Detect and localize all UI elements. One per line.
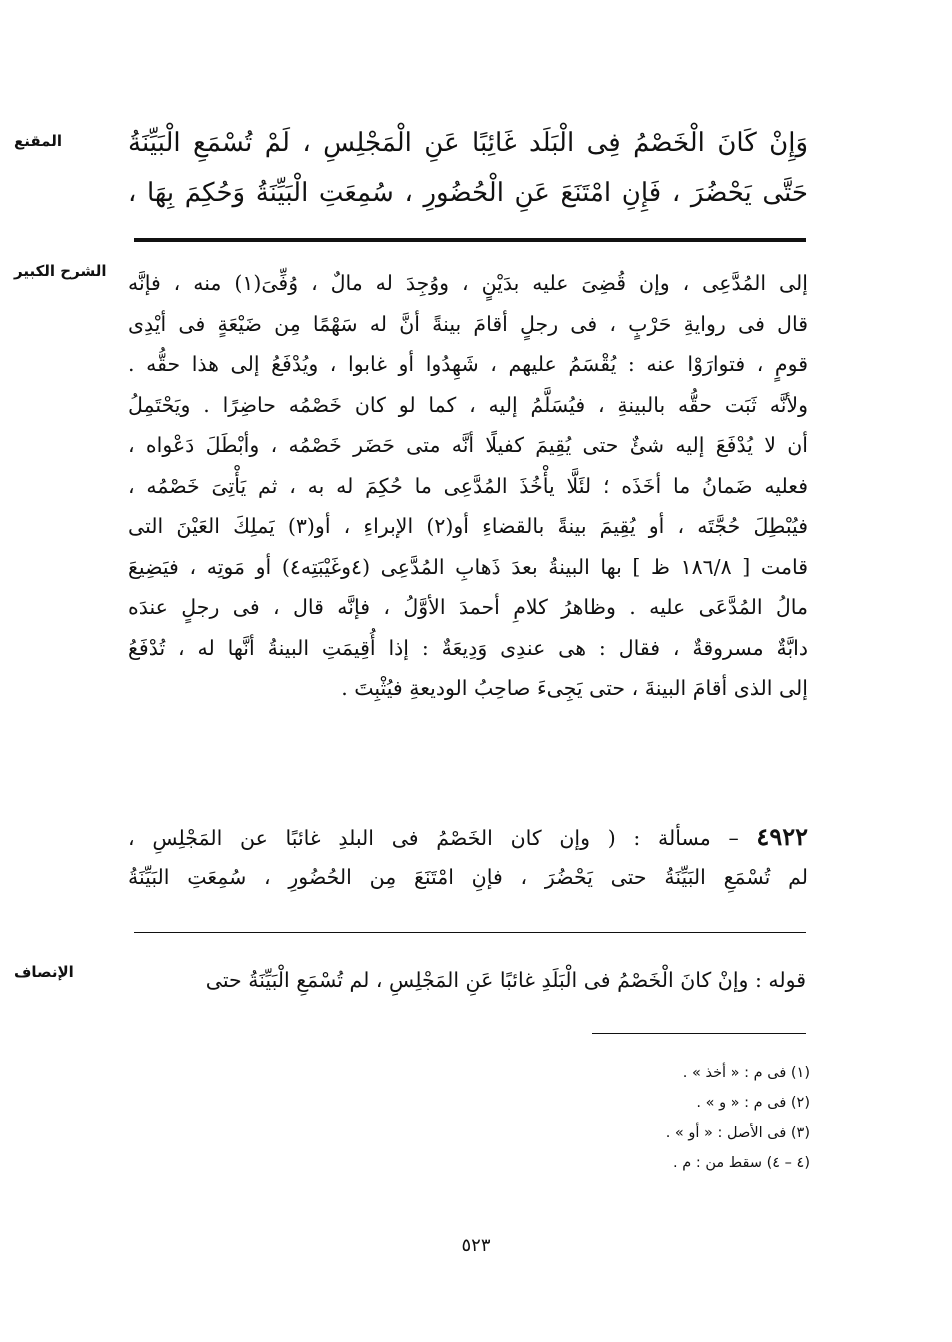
masala-block (128, 817, 808, 897)
masala-heading-line (128, 817, 808, 857)
footnote: (٤ – ٤) سقط من : م . (673, 1155, 810, 1171)
footnotes (666, 1058, 810, 1178)
section-label-insaf: الإنصاف (14, 963, 74, 981)
sharh-line: مالُ المُدَّعَى عليه . وظاهرُ كلامِ أحمدَ الأوَّلُ ، فإنَّه قال ، فى رجلٍ عندَه (128, 595, 808, 619)
masala-text: – مسألة : ( وإن كان الخَصْمُ فى البلدِ غائبًا عن المَجْلِسِ ، (128, 826, 739, 850)
sharh-line: إلى المُدَّعِى ، وإن قُضِىَ عليه بدَيْنٍ ، ووُجِدَ له مالٌ ، وُفِّىَ(١) منه ، فإنَّه (128, 271, 808, 295)
sharh-line: إلى الذى أقامَ البينةَ ، حتى يَجِىءَ صاحِبُ الوديعةِ فيُثْبِتَ . (341, 676, 808, 700)
section-divider (134, 238, 806, 242)
footnote: (٢) فى م : « و » . (696, 1095, 810, 1111)
sharh-line: قامت [ ١٨٦/٨ ظ ] بها البينةُ بعدَ ذَهابِ المُدَّعِى (٤وغَيْبَتِه٤) أو مَوتِه ، فيَضِيعَ (128, 554, 809, 579)
sharh-line: دابَّةٌ مسروقةٌ ، فقال : هى عندِى وَدِيعَةٌ : إذا أُقِيمَتِ البينةُ أنَّها له ، تُدْفَعُ (128, 635, 808, 660)
sharh-line: فعليه ضَمانُ ما أخَذَه ؛ لئَلَّا يأْخُذَ المُدَّعِى ما حُكِمَ له به ، ثم يَأْتِىَ خَصْمُه ، (128, 473, 808, 498)
insaf-line: قوله : وإنْ كانَ الْخَصْمُ فى الْبَلَدِ غائبًا عَنِ المَجْلِسِ ، لم تُسْمَعِ الْبَيِّنَةُ حتى (205, 968, 806, 992)
sharh-line: فيُبْطِلَ حُجَّتَه ، أو يُقِيمَ بينةً بالقضاءِ أو(٢) الإبراءِ ، أو(٣) يَملِكَ العَيْنَ التى (128, 514, 808, 538)
section-divider-thin (134, 932, 806, 933)
footnote-separator (592, 1033, 806, 1034)
masala-line: لم تُسْمَعِ البَيِّنَةُ حتى يَحْضُرَ ، فإنِ امْتَنَعَ مِن الحُضُورِ ، سُمِعَتِ البَيِّنَةُ (128, 865, 808, 889)
sharh-line: قال فى روايةِ حَرْبٍ ، فى رجلٍ أقامَ بينةً أنَّ له سَهْمًا مِن ضَيْعَةٍ فى أيْدِى (128, 311, 808, 336)
footnote: (١) فى م : « أخذ » . (682, 1065, 810, 1081)
section-label-muqni: المقنع (14, 132, 62, 150)
muqni-line: حَتَّى يَحْضُرَ ، فَإِنِ امْتَنَعَ عَنِ الْحُضُورِ ، سُمِعَتِ الْبَيِّنَةُ وَحُكِمَ بِهَا ، (128, 178, 808, 208)
sharh-line: أن لا يُدْفَعَ إليه شئٌ حتى يُقِيمَ كفيلًا أنَّه متى حَضَر خَصْمُه ، وأبْطَلَ دَعْواه ، (128, 433, 808, 457)
footnote: (٣) فى الأصل : « أو » . (665, 1125, 810, 1141)
insaf-text (150, 960, 806, 1000)
masala-number: ٤٩٢٢ (756, 822, 808, 851)
page-number: ٥٢٣ (461, 1235, 491, 1256)
sharh-line: ولأنَّه ثَبَت حقُّه بالبينةِ ، فيُسَلَّمُ إليه ، كما لو كان خَصْمُه حاضِرًا . ويَحْتَمِلُ (128, 392, 808, 417)
muqni-text (128, 118, 808, 218)
muqni-line: وَإِنْ كَانَ الْخَصْمُ فِى الْبَلَد غَائِبًا عَنِ الْمَجْلِسِ ، لَمْ تُسْمَعِ الْبَيِّنَةُ (128, 128, 808, 158)
section-label-sharh: الشرح الكبير (14, 262, 107, 280)
sharh-text (128, 263, 808, 709)
sharh-line: قومٍ ، فتوارَوْا عنه : يُقْسَمُ عليهم ، شَهِدُوا أو غابوا ، ويُدْفَعُ إلى هذا حقُّه . (128, 352, 808, 376)
